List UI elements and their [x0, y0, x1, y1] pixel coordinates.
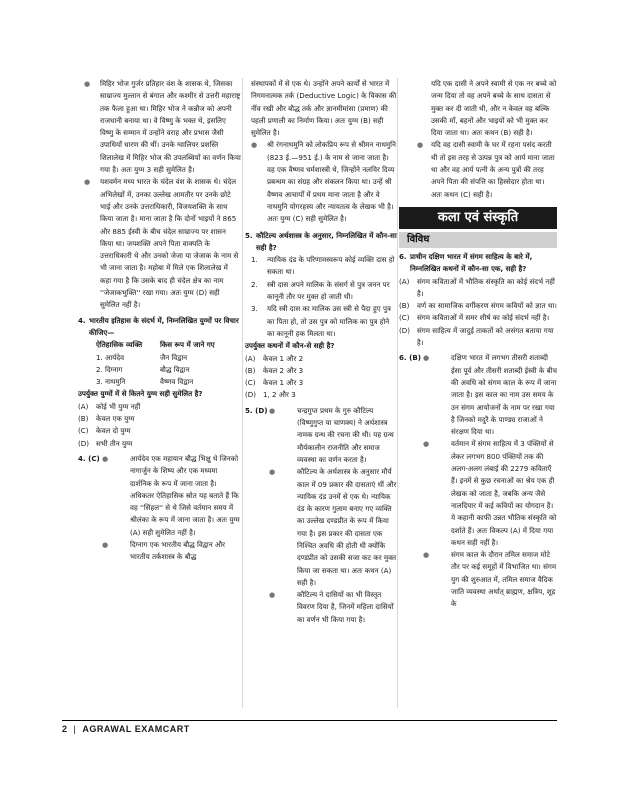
option-label: (A)	[399, 276, 410, 286]
option-label: (C)	[245, 378, 256, 388]
table-header: ऐतिहासिक व्यक्ति	[96, 340, 143, 350]
option-text: केवल 2 और 3	[263, 365, 304, 375]
option	[399, 325, 557, 350]
page-footer	[62, 724, 190, 734]
option	[399, 312, 557, 324]
paragraph-text: यशवर्मन मध्य भारत के चंदेल वंश के शासक थे। चंदेल अभिलेखों में, उनका उल्लेख आमतौर पर उनके छोटे भाई और उनके उत्तराधिकारी, विजयशक्ति के साथ किया जाता है। माना जाता है कि दोनों भाइयों ने 865 और 885 ईस्वी के बीच चंदेल साम्राज्य पर शासन किया था। जयशक्ति अपने पिता वाक्पति के उत्तराधिकारी थे और उनको जेजा या जेजाक के नाम से भी जाना जाता है। महोबा में मिले एक शिलालेख में कहा गया है कि उसके बाद ही चंदेल क्षेत्र का नाम ''जेजाकभुक्ति'' रखा गया। अतः युग्म (D) सही सुमेलित नहीं है।	[100, 177, 239, 310]
section-heading: कला एवं संस्कृति	[399, 207, 557, 229]
option	[245, 365, 397, 377]
statement-text: यदि स्त्री दास का मालिक उस स्त्री से पैदा हुए पुत्र का पिता हो, तो उस पुत्र को मालिक का पुत्र होने का कानूनी हक मिलता था।	[267, 304, 391, 338]
option-label: (B)	[245, 365, 256, 375]
column-left	[78, 78, 241, 564]
option-label: (C)	[399, 313, 410, 323]
answer-label: 4. (C)	[78, 453, 100, 463]
column-right	[399, 78, 557, 611]
question-prompt: उपर्युक्त युग्मों में से कितने युग्म सही सुमेलित है?	[78, 389, 203, 399]
answer-paragraph: ● कौटिल्य ने दासियों का भी विस्तृत विवरण दिया है, जिनमें महिला दासियों का वर्णन भी किया गया है।	[269, 590, 394, 624]
answer-paragraph: 4. (C) ● आर्यदेव एक महायान बौद्ध भिक्षु थे जिनको नागार्जुन के शिष्य और एक मध्यमा दार्शनिक के रूप में जाना जाता है। अधिकतर ऐतिहासिक स्रोत यह बताते हैं कि वह ''सिंहल'' से थे जिसे वर्तमान समय में श्रीलंका के रूप में जाना जाता है। अतः युग्म (A) सही सुमेलित नहीं है।	[78, 453, 240, 537]
question-text: भारतीय इतिहास के संदर्भ में, निम्नलिखित युग्मों पर विचार कीजिए—	[89, 315, 239, 337]
answer-paragraph: ● दिग्नाग एक भारतीय बौद्ध विद्वान और भारतीय तर्कशास्त्र के बौद्ध	[102, 539, 226, 562]
option	[245, 377, 397, 389]
statement-text: स्त्री दास अपने मालिक के संसर्ग से पुत्र जनन पर कानूनी तौर पर मुक्त हो जाती थी।	[267, 279, 390, 302]
column-divider	[397, 78, 398, 708]
option-text: संगम कविताओं में समर शीर्ष का कोई संदर्भ नहीं है।	[417, 313, 550, 323]
option-label: (A)	[78, 401, 89, 411]
paragraph-text: मिहिर भोज गुर्जर प्रतिहार वंश के शासक थे, जिसका साम्राज्य मुल्तान से बंगाल और कश्मीर से उत्तरी महाराष्ट्र तक फैला हुआ था। मिहिर भोज ने कन्नौज को अपनी राजधानी बनाया था। वे विष्णु के भक्त थे, इसलिए विष्णु के सम्मान में उन्होंने वराह और प्रभास जैसी उपाधियाँ धारण की थीं। उनके ग्वालियर प्रशस्ति शिलालेख में मिहिर भोज की उपलब्धियों का वर्णन किया गया है। अतः युग्म 3 सही सुमेलित है।	[100, 79, 241, 175]
bullet-paragraph: ● मिहिर भोज गुर्जर प्रतिहार वंश के शासक थे, जिसका साम्राज्य मुल्तान से बंगाल और कश्मीर से उत्तरी महाराष्ट्र तक फैला हुआ था। मिहिर भोज ने कन्नौज को अपनी राजधानी बनाया था। वे विष्णु के भक्त थे, इसलिए विष्णु के सम्मान में उन्होंने वराह और प्रभास जैसी उपाधियाँ धारण की थीं। उनके ग्वालियर प्रशस्ति शिलालेख में मिहिर भोज की उपलब्धियों का वर्णन किया गया है। अतः युग्म 3 सही सुमेलित है।	[84, 79, 241, 175]
option-label: (D)	[399, 325, 410, 335]
option-text: केवल 1 और 2	[263, 353, 304, 363]
statement-number: 1.	[251, 255, 258, 265]
option-label: (C)	[78, 426, 89, 436]
paragraph-text: संगम काल के दौरान तमिल समाज मोटे तौर पर कई समूहों में विभाजित था। संगम युग की शुरुआत में, तमिल समाज वैदिक जाति व्यवस्था अर्थात् ब्राह्मण, क्षत्रिय, शूद्र के	[451, 550, 557, 609]
brand-name: AGRAWAL EXAMCART	[82, 724, 190, 734]
option	[78, 413, 241, 425]
bullet-paragraph: ● यशवर्मन मध्य भारत के चंदेल वंश के शासक थे। चंदेल अभिलेखों में, उनका उल्लेख आमतौर पर उनके छोटे भाई और उनके उत्तराधिकारी, विजयशक्ति के साथ किया जाता है। माना जाता है कि दोनों भाइयों ने 865 और 885 ईस्वी के बीच चंदेल साम्राज्य पर शासन किया था। जयशक्ति अपने पिता वाक्पति के उत्तराधिकारी थे और उनको जेजा या जेजाक के नाम से भी जाना जाता है। महोबा में मिले एक शिलालेख में कहा गया है कि उसके बाद ही चंदेल क्षेत्र का नाम ''जेजाकभुक्ति'' रखा गया। अतः युग्म (D) सही सुमेलित नहीं है।	[84, 177, 239, 310]
statement-number: 2.	[251, 279, 258, 289]
table-cell: 1. आर्यदेव	[96, 352, 125, 362]
bullet-paragraph: ● श्री रंगनाथमुनि को लोकप्रिय रूप से श्रीमन नाथमुनि (823 ई.—951 ई.) के नाम से जाना जाता है। वह एक वैष्णव धर्मशास्त्री थे, जिन्होंने नलयिर दिव्य प्रबन्धम का संग्रह और संकलन किया था। उन्हें श्री वैष्णव आचार्यों में प्रथम माना जाता है और वे नाथमुनि योगरहस्य और न्यायतत्व के लेखक भी है। अतः युग्म (C) सही सुमेलित है।	[251, 140, 396, 224]
paragraph-text: यदि वह दासी स्वामी के घर में रहना पसंद करती थी तो इस तरह से उत्पन्न पुत्र को आर्य माना जाता था और वह आर्य पत्नी के अन्य पुत्रों की तरह अपने पिता की संपत्ति का हिस्सेदार होता था। अतः कथन (C) सही है।	[431, 140, 555, 199]
paragraph-text: श्री रंगनाथमुनि को लोकप्रिय रूप से श्रीमन नाथमुनि (823 ई.—951 ई.) के नाम से जाना जाता है। वह एक वैष्णव धर्मशास्त्री थे, जिन्होंने नलयिर दिव्य प्रबन्धम का संग्रह और संकलन किया था। उन्हें श्री वैष्णव आचार्यों में प्रथम माना जाता है और वे नाथमुनि योगरहस्य और न्यायतत्व के लेखक भी है। अतः युग्म (C) सही सुमेलित है।	[267, 140, 396, 224]
table-cell: 2. दिग्नाग	[96, 364, 123, 374]
paragraph-text: दक्षिण भारत में लगभग तीसरी शताब्दी ईसा पूर्व और तीसरी शताब्दी ईस्वी के बीच की अवधि को संगम काल के रूप में जाना जाता है। इस काल का नाम उस समय के उन संगम आयोजनों के नाम पर रखा गया है जिनको मदुरै के पाण्ड्य राजाओं ने संरक्षण दिया था।	[451, 353, 557, 437]
option-text: संगम साहित्य में जादुई ताकतों को असंगत बताया गया है।	[417, 325, 554, 348]
option	[78, 425, 241, 437]
column-middle	[245, 78, 397, 626]
question-number: 4.	[78, 315, 86, 325]
answer-paragraph: 5. (D) ● चन्द्रगुप्त प्रथम के गुरु कौटिल्य (विष्णुगुप्त या चाणक्य) ने अर्थशास्त्र नामक ग्रन्थ की रचना की थी। यह ग्रन्थ मौर्यकालीन राजनीति और समाज व्यवस्था का वर्णन करता है।	[245, 405, 394, 464]
bullet-paragraph: ● यदि वह दासी स्वामी के घर में रहना पसंद करती थी तो इस तरह से उत्पन्न पुत्र को आर्य माना जाता था और वह आर्य पत्नी के अन्य पुत्रों की तरह अपने पिता की संपत्ति का हिस्सेदार होता था। अतः कथन (C) सही है।	[417, 140, 555, 199]
option-text: सभी तीन युग्म	[96, 438, 133, 448]
answer-paragraph: ● कौटिल्य के अर्थशास्त्र के अनुसार मौर्य काल में 09 प्रकार की दासताएं थीं और न्यायिक दंड उनमें से एक थे। न्यायिक दंड के कारण गुलाम बनाए गए व्यक्ति का उल्लेख दण्डप्रीत के रूप में किया गया है। इस प्रकार की दासता एक निश्चित अवधि की होती थी क्योंकि दण्डप्रीत को उसकी सजा कट कर मुक्त किया जा सकता था। अतः कथन (A) सही है।	[269, 467, 397, 587]
option-text: केवल दो युग्म	[96, 426, 131, 436]
question-number: 6.	[399, 251, 407, 261]
paragraph-text: यदि एक दासी ने अपने स्वामी से एक नर बच्चे को जन्म दिया तो वह अपने बच्चे के साथ दासता से मुक्त कर दी जाती थी, और न केवल वह बल्कि उसकी माँ, बहनों और भाइयों को भी मुक्त कर दिया जाता था। अतः कथन (B) सही है।	[431, 79, 557, 138]
footer-separator: |	[73, 724, 77, 734]
option	[245, 389, 397, 401]
paragraph	[399, 78, 557, 139]
match-table	[78, 339, 241, 388]
statement	[245, 303, 397, 340]
table-cell: 3. नाथमुनि	[96, 377, 126, 387]
option	[78, 401, 241, 413]
column-divider	[242, 78, 243, 708]
paragraph-text: वर्तमान में संगम साहित्य में 3 पंक्तियों से लेकर लगभग 800 पंक्तियों तक की अलग-अलग लंबाई की 2279 कविताएँ हैं। इनमें से कुछ रचनाओं का श्रेय एक ही लेखक को जाता है, जबकि अन्य जैसे नालदियार में कई कवियों का योगदान है। ये कहानी काफी उन्नत भौतिक संस्कृति को दर्शाते हैं। अतः विकल्प (A) में दिया गया कथन सही नहीं है।	[451, 439, 557, 547]
paragraph-text: कौटिल्य के अर्थशास्त्र के अनुसार मौर्य काल में 09 प्रकार की दासताएं थीं और न्यायिक दंड उनमें से एक थे। न्यायिक दंड के कारण गुलाम बनाए गए व्यक्ति का उल्लेख दण्डप्रीत के रूप में किया गया है। इस प्रकार की दासता एक निश्चित अवधि की होती थी क्योंकि दण्डप्रीत को उसकी सजा कट कर मुक्त किया जा सकता था। अतः कथन (A) सही है।	[297, 467, 397, 587]
option-label: (D)	[245, 390, 256, 400]
paragraph	[245, 78, 397, 139]
answer-paragraph: ● संगम काल के दौरान तमिल समाज मोटे तौर पर कई समूहों में विभाजित था। संगम युग की शुरुआत में, तमिल समाज वैदिक जाति व्यवस्था अर्थात् ब्राह्मण, क्षत्रिय, शूद्र के	[423, 550, 557, 609]
option-text: 1, 2 और 3	[263, 390, 296, 400]
statement	[245, 254, 397, 279]
table-cell: बौद्ध विद्वान	[160, 364, 190, 374]
paragraph-text: संस्थापकों में से एक थे। उन्होंने अपने कार्यों से भारत में निगमनात्मक तर्क (Deductive Logic) के विकास की नींव रखी और बौद्ध तर्क और ज्ञानमीमांसा (प्रमाण) की पहली प्रणाली का निर्माण किया। अतः युग्म (B) सही सुमेलित है।	[251, 79, 397, 138]
question-5	[245, 230, 397, 255]
option-label: (B)	[399, 301, 410, 311]
statement	[245, 279, 397, 304]
option-text: वर्ण का सामाजिक वर्गीकरण संगम कवियों को ज्ञात था।	[417, 301, 557, 311]
paragraph-text: चन्द्रगुप्त प्रथम के गुरु कौटिल्य (विष्णुगुप्त या चाणक्य) ने अर्थशास्त्र नामक ग्रन्थ की रचना की थी। यह ग्रन्थ मौर्यकालीन राजनीति और समाज व्यवस्था का वर्णन करता है।	[297, 405, 394, 464]
option	[399, 300, 557, 312]
option-text: संगम कविताओं में भौतिक संस्कृति का कोई संदर्भ नहीं है।	[417, 276, 555, 298]
paragraph-text: आर्यदेव एक महायान बौद्ध भिक्षु थे जिनको नागार्जुन के शिष्य और एक मध्यमा दार्शनिक के रूप में जाना जाता है। अधिकतर ऐतिहासिक स्रोत यह बताते हैं कि वह ''सिंहल'' से थे जिसे वर्तमान समय में श्रीलंका के रूप में जाना जाता है। अतः युग्म (A) सही सुमेलित नहीं है।	[130, 453, 240, 537]
option-label: (D)	[78, 438, 89, 448]
footer-rule	[62, 720, 557, 721]
question-4	[78, 315, 241, 340]
option	[245, 353, 397, 365]
paragraph-text: दिग्नाग एक भारतीय बौद्ध विद्वान और भारतीय तर्कशास्त्र के बौद्ध	[130, 539, 226, 562]
section-subheading: विविध	[399, 232, 557, 248]
page-number: 2	[62, 724, 68, 734]
option-text: केवल एक युग्म	[96, 414, 135, 424]
paragraph-text: कौटिल्य ने दासियों का भी विस्तृत विवरण दिया है, जिनमें महिला दासियों का वर्णन भी किया गया है।	[297, 590, 394, 624]
question-text: कौटिल्य अर्थशास्त्र के अनुसार, निम्नलिखित में कौन-सा सही है?	[256, 230, 397, 252]
option	[399, 276, 557, 301]
question-6	[399, 251, 557, 276]
option-text: कोई भी युग्म नहीं	[96, 401, 141, 411]
answer-paragraph: ● वर्तमान में संगम साहित्य में 3 पंक्तियों से लेकर लगभग 800 पंक्तियों तक की अलग-अलग लंबाई की 2279 कविताएँ हैं। इनमें से कुछ रचनाओं का श्रेय एक ही लेखक को जाता है, जबकि अन्य जैसे नालदियार में कई कवियों का योगदान है। ये कहानी काफी उन्नत भौतिक संस्कृति को दर्शाते हैं। अतः विकल्प (A) में दिया गया कथन सही नहीं है।	[423, 439, 557, 547]
option-label: (A)	[245, 353, 256, 363]
option-text: केवल 1 और 3	[263, 378, 304, 388]
option	[78, 438, 241, 450]
statement-number: 3.	[251, 304, 258, 314]
statement-text: न्यायिक दंड के परिणामस्वरूप कोई व्यक्ति दास हो सकता था।	[267, 255, 395, 277]
question-text: प्राचीन दक्षिण भारत में संगम साहित्य के बारे में, निम्नलिखित कथनों में कौन-सा एक, सही है?	[410, 251, 533, 274]
table-header: किस रूप में जाने गए	[160, 340, 215, 350]
answer-label: 5. (D)	[245, 405, 268, 415]
table-cell: जैन विद्वान	[160, 352, 188, 362]
answer-label: 6. (B)	[399, 353, 421, 363]
question-number: 5.	[245, 230, 253, 240]
table-cell: वैष्णव विद्वान	[160, 377, 194, 387]
answer-paragraph: 6. (B) ● दक्षिण भारत में लगभग तीसरी शताब्दी ईसा पूर्व और तीसरी शताब्दी ईस्वी के बीच की अवधि को संगम काल के रूप में जाना जाता है। इस काल का नाम उस समय के उन संगम आयोजनों के नाम पर रखा गया है जिनको मदुरै के पाण्ड्य राजाओं ने संरक्षण दिया था।	[399, 353, 557, 437]
question-prompt: उपर्युक्त कथनों में कौन-से सही है?	[245, 341, 335, 351]
option-label: (B)	[78, 414, 89, 424]
